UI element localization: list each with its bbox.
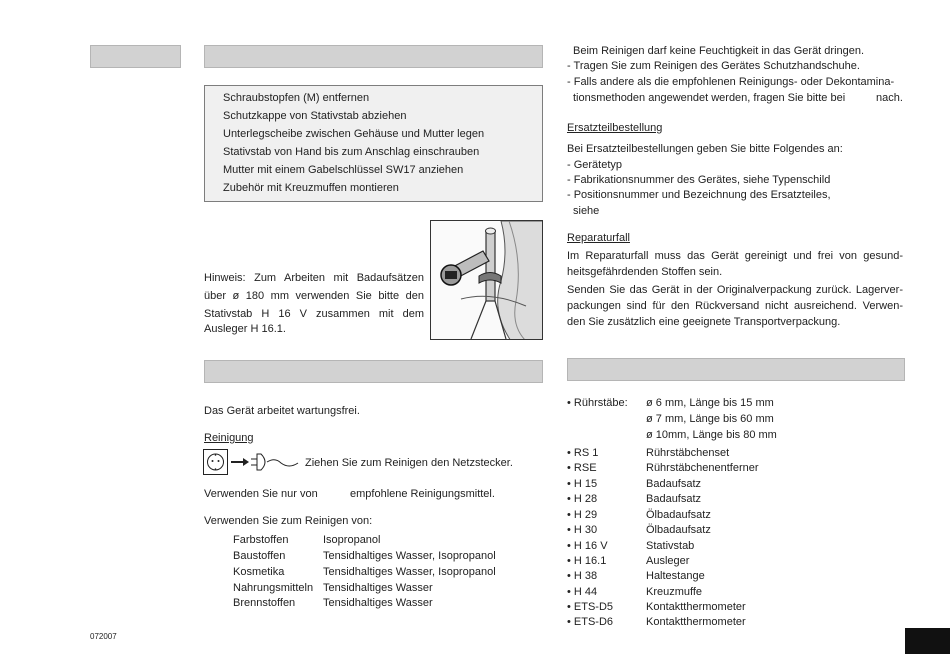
plug-icon (251, 454, 298, 470)
stir-bar-size: ø 6 mm, Länge bis 15 mm (646, 397, 774, 409)
cleaning-agent: Isopropanol (323, 534, 381, 546)
wrench-mounting-picture (431, 221, 543, 340)
spare-parts-line: - Positionsnummer und Bezeichnung des Ersatzteiles, (567, 189, 831, 201)
note-line: Ausleger H 16.1. (204, 323, 286, 335)
spare-parts-line: - Gerätetyp (567, 159, 623, 171)
cleaning-material: Brennstoffen (233, 597, 296, 609)
cleaning-material: Nahrungsmitteln (233, 582, 314, 594)
agents-text-prefix: Verwenden Sie nur von (204, 488, 318, 500)
unplug-pictogram (203, 449, 303, 475)
accessory-code: • H 29 (567, 509, 598, 521)
accessory-name: Ölbadaufsatz (646, 524, 711, 536)
assembly-step: Stativstab von Hand bis zum Anschlag einschrauben (223, 146, 480, 158)
section-header-bar-accessories (567, 358, 905, 381)
accessory-name: Rührstäbchenentferner (646, 462, 759, 474)
repair-line: Im Reparaturfall muss das Gerät gereinigt und frei von gesund- (567, 250, 903, 262)
assembly-steps-box (204, 85, 543, 202)
assembly-step: Zubehör mit Kreuzmuffen montieren (223, 182, 399, 194)
note-line: Stativstab H 16 V zusammen mit dem (204, 308, 424, 320)
agents-text-suffix: empfohlene Reinigungsmittel. (350, 488, 495, 500)
cleaning-agent: Tensidhaltiges Wasser, Isopropanol (323, 550, 496, 562)
accessory-code: • RS 1 (567, 447, 599, 459)
stir-bar-size: ø 7 mm, Länge bis 60 mm (646, 413, 774, 425)
accessory-name: Stativstab (646, 540, 695, 552)
note-line: über ø 180 mm verwenden Sie bitte den (204, 290, 424, 302)
assembly-step: Schutzkappe von Stativstab abziehen (223, 110, 407, 122)
stir-bar-size: ø 10mm, Länge bis 80 mm (646, 429, 777, 441)
assembly-step: Mutter mit einem Gabelschlüssel SW17 anziehen (223, 164, 464, 176)
accessory-code: • H 38 (567, 570, 598, 582)
cleaning-material: Baustoffen (233, 550, 286, 562)
spare-parts-line: - Fabrikationsnummer des Gerätes, siehe Typenschild (567, 174, 831, 186)
note-line: Hinweis: Zum Arbeiten mit Badaufsätzen (204, 272, 424, 284)
accessory-name: Haltestange (646, 570, 705, 582)
cleaning-note-line: tionsmethoden angewendet werden, fragen Sie bitte bei (573, 92, 846, 104)
accessory-name: Ausleger (646, 555, 690, 567)
maintenance-text: Das Gerät arbeitet wartungsfrei. (204, 405, 360, 417)
arrow-icon (231, 458, 249, 466)
accessory-name: Kontaktthermometer (646, 601, 746, 613)
accessory-code: • H 15 (567, 478, 598, 490)
accessory-code: • H 44 (567, 586, 598, 598)
section-header-bar-assembly (204, 45, 543, 68)
spare-parts-heading: Ersatzteilbestellung (567, 122, 663, 134)
accessory-code: • H 16 V (567, 540, 608, 552)
cleaning-material: Kosmetika (233, 566, 285, 578)
assembly-illustration (430, 220, 543, 340)
socket-icon (204, 450, 228, 475)
repair-line: packungen sind für den Rückversand nicht ausreichend. Verwen- (567, 300, 903, 312)
cleaning-note-line: - Tragen Sie zum Reinigen des Gerätes Schutzhandschuhe. (567, 60, 860, 72)
use-for-text: Verwenden Sie zum Reinigen von: (204, 515, 373, 527)
cleaning-note-line: - Falls andere als die empfohlenen Reinigungs- oder Dekontamina- (567, 76, 895, 88)
accessory-name: Kontaktthermometer (646, 616, 746, 628)
cleaning-note-line-end: nach. (876, 92, 903, 104)
cleaning-material: Farbstoffen (233, 534, 289, 546)
cleaning-agent: Tensidhaltiges Wasser (323, 582, 433, 594)
cleaning-note-line: Beim Reinigen darf keine Feuchtigkeit in das Gerät dringen. (573, 45, 865, 57)
assembly-step: Unterlegscheibe zwischen Gehäuse und Mutter legen (223, 128, 485, 140)
accessory-code: • H 30 (567, 524, 598, 536)
repair-heading: Reparaturfall (567, 232, 630, 244)
accessory-name: Badaufsatz (646, 478, 702, 490)
accessory-code: • ETS-D5 (567, 601, 614, 613)
repair-line: Senden Sie das Gerät in der Originalverpackung zurück. Lagerver- (567, 284, 903, 296)
cleaning-agent: Tensidhaltiges Wasser (323, 597, 433, 609)
repair-line: heitsgefährdenden Stoffen sein. (567, 266, 723, 278)
accessory-code: • ETS-D6 (567, 616, 614, 628)
page-tab-marker (905, 628, 950, 654)
spare-parts-line: Bei Ersatzteilbestellungen geben Sie bitte Folgendes an: (567, 143, 843, 155)
assembly-step: Schraubstopfen (M) entfernen (223, 92, 370, 104)
stir-bars-label: • Rührstäbe: (567, 397, 628, 409)
accessory-code: • RSE (567, 462, 597, 474)
doc-code: 072007 (90, 632, 117, 641)
accessory-name: Kreuzmuffe (646, 586, 703, 598)
left-tab-bar (90, 45, 181, 68)
cleaning-agent: Tensidhaltiges Wasser, Isopropanol (323, 566, 496, 578)
accessory-code: • H 28 (567, 493, 598, 505)
accessory-name: Rührstäbchenset (646, 447, 730, 459)
cleaning-heading: Reinigung (204, 432, 254, 444)
section-header-bar-maintenance (204, 360, 543, 383)
spare-parts-line: siehe (573, 205, 600, 217)
unplug-text: Ziehen Sie zum Reinigen den Netzstecker. (305, 457, 513, 469)
accessory-name: Ölbadaufsatz (646, 509, 711, 521)
accessory-code: • H 16.1 (567, 555, 607, 567)
repair-line: den Sie zusätzlich eine geeignete Transportverpackung. (567, 316, 841, 328)
accessory-name: Badaufsatz (646, 493, 702, 505)
